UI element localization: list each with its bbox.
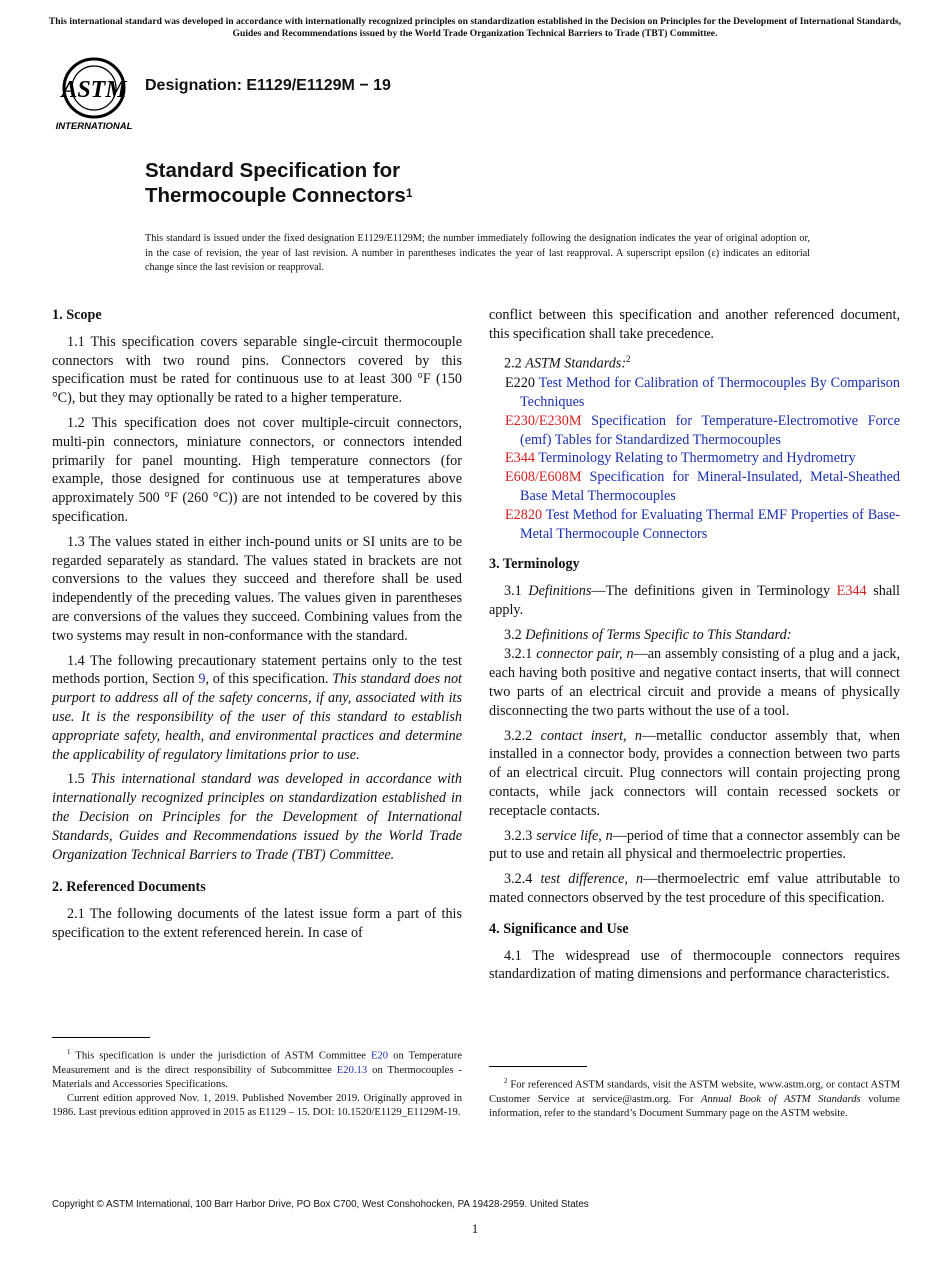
reference-item (489, 468, 900, 506)
definition-3-2-3: 3.2.3 service life, n—period of time that a connector assembly can be put to use and retain all physical and thermoelectric properties. (489, 827, 901, 863)
reference-code[interactable]: E230/E230M (505, 412, 582, 429)
footnote-divider (52, 1037, 150, 1038)
top-notice: This international standard was developed in accordance with internationally recognized principles on standardization established in the Decision on Principles for the Development of International Standards, Guides and Recommendations issued by the World Trade Organization Technical Barriers to Trade (TBT) Committee. (48, 16, 902, 39)
paragraph-3-2: 3.2 Definitions of Terms Specific to This Standard: (504, 626, 792, 643)
footnote-ref-2[interactable]: 2 (626, 353, 631, 364)
title-text: Thermocouple Connectors (145, 184, 406, 207)
reference-list (489, 374, 900, 543)
reference-item (489, 412, 900, 450)
footnote-divider (489, 1066, 587, 1067)
logo-subtext: INTERNATIONAL (55, 121, 133, 132)
section-link[interactable]: 9 (198, 671, 206, 688)
page-number: 1 (471, 1221, 479, 1236)
reference-link[interactable]: Terminology Relating to Thermometry and Hydrometry (538, 450, 856, 467)
logo-text: ASTM (61, 77, 127, 103)
committee-link[interactable]: E20 (371, 1050, 389, 1062)
terminology-link[interactable]: E344 (836, 583, 867, 600)
paragraph-3-1: 3.1 Definitions—The definitions given in Terminology E344 shall apply. (489, 583, 900, 618)
footnote-1: $^1$ This specification is under the jurisdiction of ASTM Committee E20 on Temperature Measurement and is the direct responsibility of Subcommittee E20.13 on Thermocouples - Materials and Accessories Specifications. Current edition approved Nov. 1, 2019. Published November 2019. Originally approved in 1986. Last previous edition approved in 2015 as E1129 – 15. DOI: 10.1520/E1129_E1129M-19. (52, 1045, 462, 1121)
footnote-1-edition: Current edition approved Nov. 1, 2019. Published November 2019. Originally approved in 1986. Last previous edition approved in 2015 as E1129 – 15. DOI: 10.1520/E1129_E1129M-19. (52, 1093, 462, 1119)
paragraph-1-3: 1.3 The values stated in either inch-pound units or SI units are to be regarded separately as standard. The values stated in brackets are not conversions to the values they succeed and therefore shall be used independently of the preceding values. The values given in parentheses are conversions of the values they succeed. Combining values from the two systems may result in non-conformance with the standard. (52, 533, 462, 644)
reference-code[interactable]: E608/E608M (505, 469, 582, 486)
reference-link[interactable]: Specification for Mineral-Insulated, Metal-Sheathed Base Metal Thermocouples (520, 469, 901, 504)
section-heading-referenced-documents: 2. Referenced Documents (52, 879, 206, 896)
section-heading-scope: 1. Scope (52, 307, 102, 323)
paragraph-1-2: 1.2 This specification does not cover multiple-circuit connectors, multi-pin connectors, miniature connectors, or connectors intended primarily for panel mounting. High temperature connectors (for example, those designed for continuous use at temperatures above approximately 500 °F (260 °C)) are not intended to be covered by this specification. (52, 414, 462, 525)
astm-logo-icon (52, 56, 136, 132)
title-line-2 (145, 183, 413, 208)
issue-note: This standard is issued under the fixed designation E1129/E1129M; the number immediately following the designation indicates the year of original adoption or, in the case of revision, the year of last revision. A number in parentheses indicates the year of last reapproval. A superscript epsilon (ε) indicates an editorial change since the last revision or reapproval. (145, 233, 810, 274)
reference-item (489, 449, 900, 468)
definition-3-2-1: 3.2.1 connector pair, n—an assembly consisting of a plug and a jack, each having both positive and negative contact inserts, that will connect two parts of an electrical circuit and provide a means of physically disconnecting the two parts without the use of a tool. (489, 646, 901, 719)
reference-item (489, 374, 900, 412)
designation: Designation: E1129/E1129M − 19 (145, 77, 391, 94)
section-heading-significance: 4. Significance and Use (489, 920, 629, 937)
section-heading-terminology: 3. Terminology (489, 556, 580, 573)
reference-code[interactable]: E344 (505, 450, 535, 467)
reference-link[interactable]: Test Method for Evaluating Thermal EMF Properties of Base-Metal Thermocouple Connectors (520, 506, 900, 542)
paragraph-1-1: 1.1 This specification covers separable single-circuit thermocouple connectors with two round pins. Connectors covered by this specification must be rated for continuous use to at least 300 °F (150 °C), but they may optionally be rated to a higher temperature. (52, 333, 462, 407)
reference-code: E220 (505, 375, 535, 392)
right-column (489, 306, 900, 990)
title-line-1: Standard Specification for (145, 159, 401, 182)
reference-link[interactable]: Test Method for Calibration of Thermocouples By Comparison Techniques (520, 375, 900, 410)
definition-3-2-4: 3.2.4 test difference, n—thermoelectric emf value attributable to mated connectors observed by the test procedure of this specification. (489, 871, 900, 907)
paragraph-4-1: 4.1 The widespread use of thermocouple connectors requires standardization of mating dimensions and performance characteristics. (489, 947, 900, 983)
reference-link[interactable]: Specification for Temperature-Electromotive Force (emf) Tables for Standardized Thermocouples (520, 412, 901, 448)
left-column (52, 306, 462, 949)
footnote-2: $^2$ For referenced ASTM standards, visit the ASTM website, www.astm.org, or contact ASTM Customer Service at service@astm.org. For Annual Book of ASTM Standards volume information, refer to the standard’s Document Summary page on the ASTM website. (489, 1077, 900, 1119)
reference-item (489, 506, 900, 544)
paragraph-1-4: 1.4 The following precautionary statement pertains only to the test methods portion, Section 9, of this specification. This standard does not purport to address all of the safety concerns, if any, associated with its use. It is the responsibility of the user of this standard to establish appropriate safety, health, and environmental practices and determine the applicability of regulatory limitations prior to use. (52, 652, 462, 763)
paragraph-2-1: 2.1 The following documents of the latest issue form a part of this specification to the extent referenced herein. In case of (52, 906, 462, 941)
copyright-footer: Copyright © ASTM International, 100 Barr Harbor Drive, PO Box C700, West Conshohocken, PA 19428-2959. United States (52, 1199, 589, 1210)
paragraph-2-1-continued: conflict between this specification and another referenced document, this specification shall take precedence. (489, 307, 900, 342)
reference-code[interactable]: E2820 (505, 506, 543, 523)
definition-3-2-2: 3.2.2 contact insert, n—metallic conductor assembly that, when installed in a connector body, provides a connection between two parts of an electrical circuit. Plug connectors will contain projecting prong contacts, while jack connectors will contain recessed sockets or receptacle contacts. (489, 727, 901, 819)
paragraph-1-5: 1.5 This international standard was developed in accordance with internationally recognized principles on standardization established in the Decision on Principles for the Development of International Standards, Guides and Recommendations issued by the World Trade Organization Technical Barriers to Trade (TBT) Committee. (52, 771, 462, 863)
subcommittee-link[interactable]: E20.13 (336, 1064, 368, 1076)
paragraph-2-2: 2.2 ASTM Standards:$^2$ (504, 353, 631, 372)
page-title (145, 158, 413, 208)
title-footnote-ref[interactable]: 1 (405, 186, 413, 200)
